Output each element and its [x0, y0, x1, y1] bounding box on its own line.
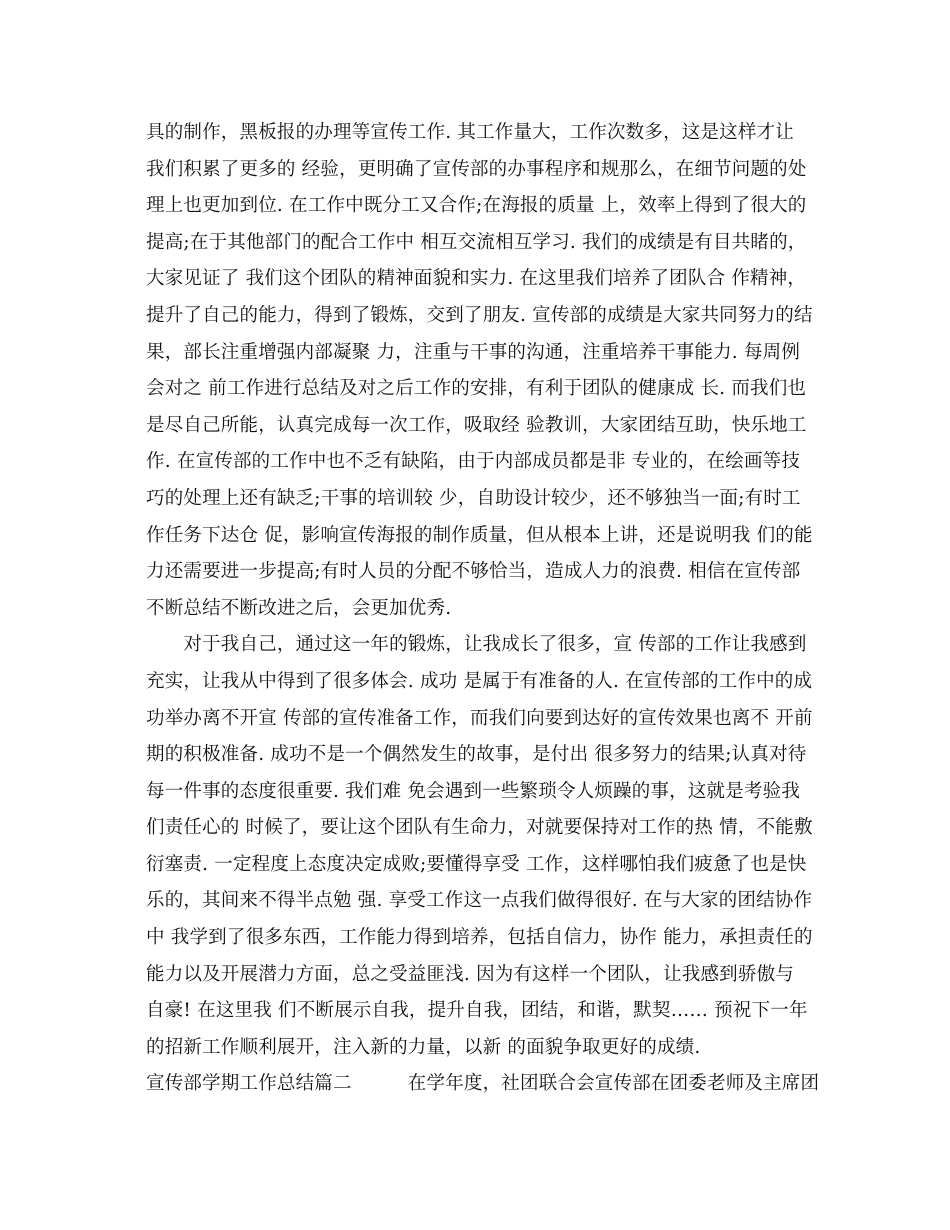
text-line: 中 我学到了很多东西，工作能力得到培养，包括自信力，协作 能力，承担责任的 — [146, 927, 813, 949]
text-line: 果，部长注重增强内部凝聚 力，注重与干事的沟通，注重培养干事能力. 每周例 — [146, 341, 801, 363]
text-line: 衍塞责. 一定程度上态度决定成败;要懂得享受 工作，这样哪怕我们疲惫了也是快 — [146, 853, 807, 875]
text-line: 期的积极准备. 成功不是一个偶然发生的故事，是付出 很多努力的结果;认真对待 — [146, 744, 807, 766]
text-line: 作. 在宣传部的工作中也不乏有缺陷，由于内部成员都是非 专业的，在绘画等技 — [146, 451, 801, 473]
body-text — [146, 115, 820, 1103]
text-line: 我们积累了更多的 经验，更明确了宣传部的办事程序和规那么，在细节问题的处 — [146, 158, 807, 180]
text-line: 的招新工作顺利展开，注入新的力量，以新 的面貌争取更好的成绩. — [146, 1036, 701, 1058]
text-line: 功举办离不开宣 传部的宣传准备工作，而我们向要到达好的宣传效果也离不 开前 — [146, 707, 813, 729]
text-line: 具的制作，黑板报的办理等宣传工作. 其工作量大，工作次数多，这是这样才让 — [146, 122, 794, 143]
text-line: 提高;在于其他部门的配合工作中 相互交流相互学习. 我们的成绩是有目共睹的， — [146, 231, 807, 253]
text-line: 对于我自己，通过这一年的锻炼，让我成长了很多，宣 传部的工作让我感到 — [146, 634, 807, 656]
text-line: 提升了自己的能力，得到了锻炼，交到了朋友. 宣传部的成绩是大家共同努力的结 — [146, 304, 813, 326]
text-line: 大家见证了 我们这个团队的精神面貌和实力. 在这里我们培养了团队合 作精神， — [146, 268, 807, 290]
text-line: 是尽自己所能，认真完成每一次工作，吸取经 验教训，大家团结互助，快乐地工 — [146, 414, 807, 436]
text-line: 乐的，其间来不得半点勉 强. 享受工作这一点我们做得很好. 在与大家的团结协作 — [146, 890, 813, 912]
text-line: 作任务下达仓 促，影响宣传海报的制作质量，但从根本上讲，还是说明我 们的能 — [146, 524, 813, 546]
text-line: 能力以及开展潜力方面，总之受益匪浅. 因为有这样一个团队，让我感到骄傲与 — [146, 963, 794, 985]
text-line: 每一件事的态度很重要. 我们难 免会遇到一些繁琐令人烦躁的事，这就是考验我 — [146, 780, 801, 802]
text-line: 巧的处理上还有缺乏;干事的培训较 少，自助设计较少，还不够独当一面;有时工 — [146, 487, 801, 509]
section-heading-line: 宣传部学期工作总结篇二 在学年度，社团联合会宣传部在团委老师及主席团 — [146, 1073, 820, 1095]
text-line: 理上也更加到位. 在工作中既分工又合作;在海报的质量 上，效率上得到了很大的 — [146, 195, 807, 217]
text-line: 自豪! 在这里我 们不断展示自我，提升自我，团结，和谐，默契…… 预祝下一年 — [146, 1000, 808, 1022]
text-line: 充实，让我从中得到了很多体会. 成功 是属于有准备的人. 在宣传部的工作中的成 — [146, 670, 813, 692]
text-line: 不断总结不断改进之后，会更加优秀. — [146, 597, 452, 619]
text-line: 们责任心的 时候了，要让这个团队有生命力，对就要保持对工作的热 情，不能敷 — [146, 817, 813, 839]
text-line: 力还需要进一步提高;有时人员的分配不够恰当，造成人力的浪费. 相信在宣传部 — [146, 561, 801, 583]
text-line: 会对之 前工作进行总结及对之后工作的安排，有利于团队的健康成 长. 而我们也 — [146, 378, 807, 400]
